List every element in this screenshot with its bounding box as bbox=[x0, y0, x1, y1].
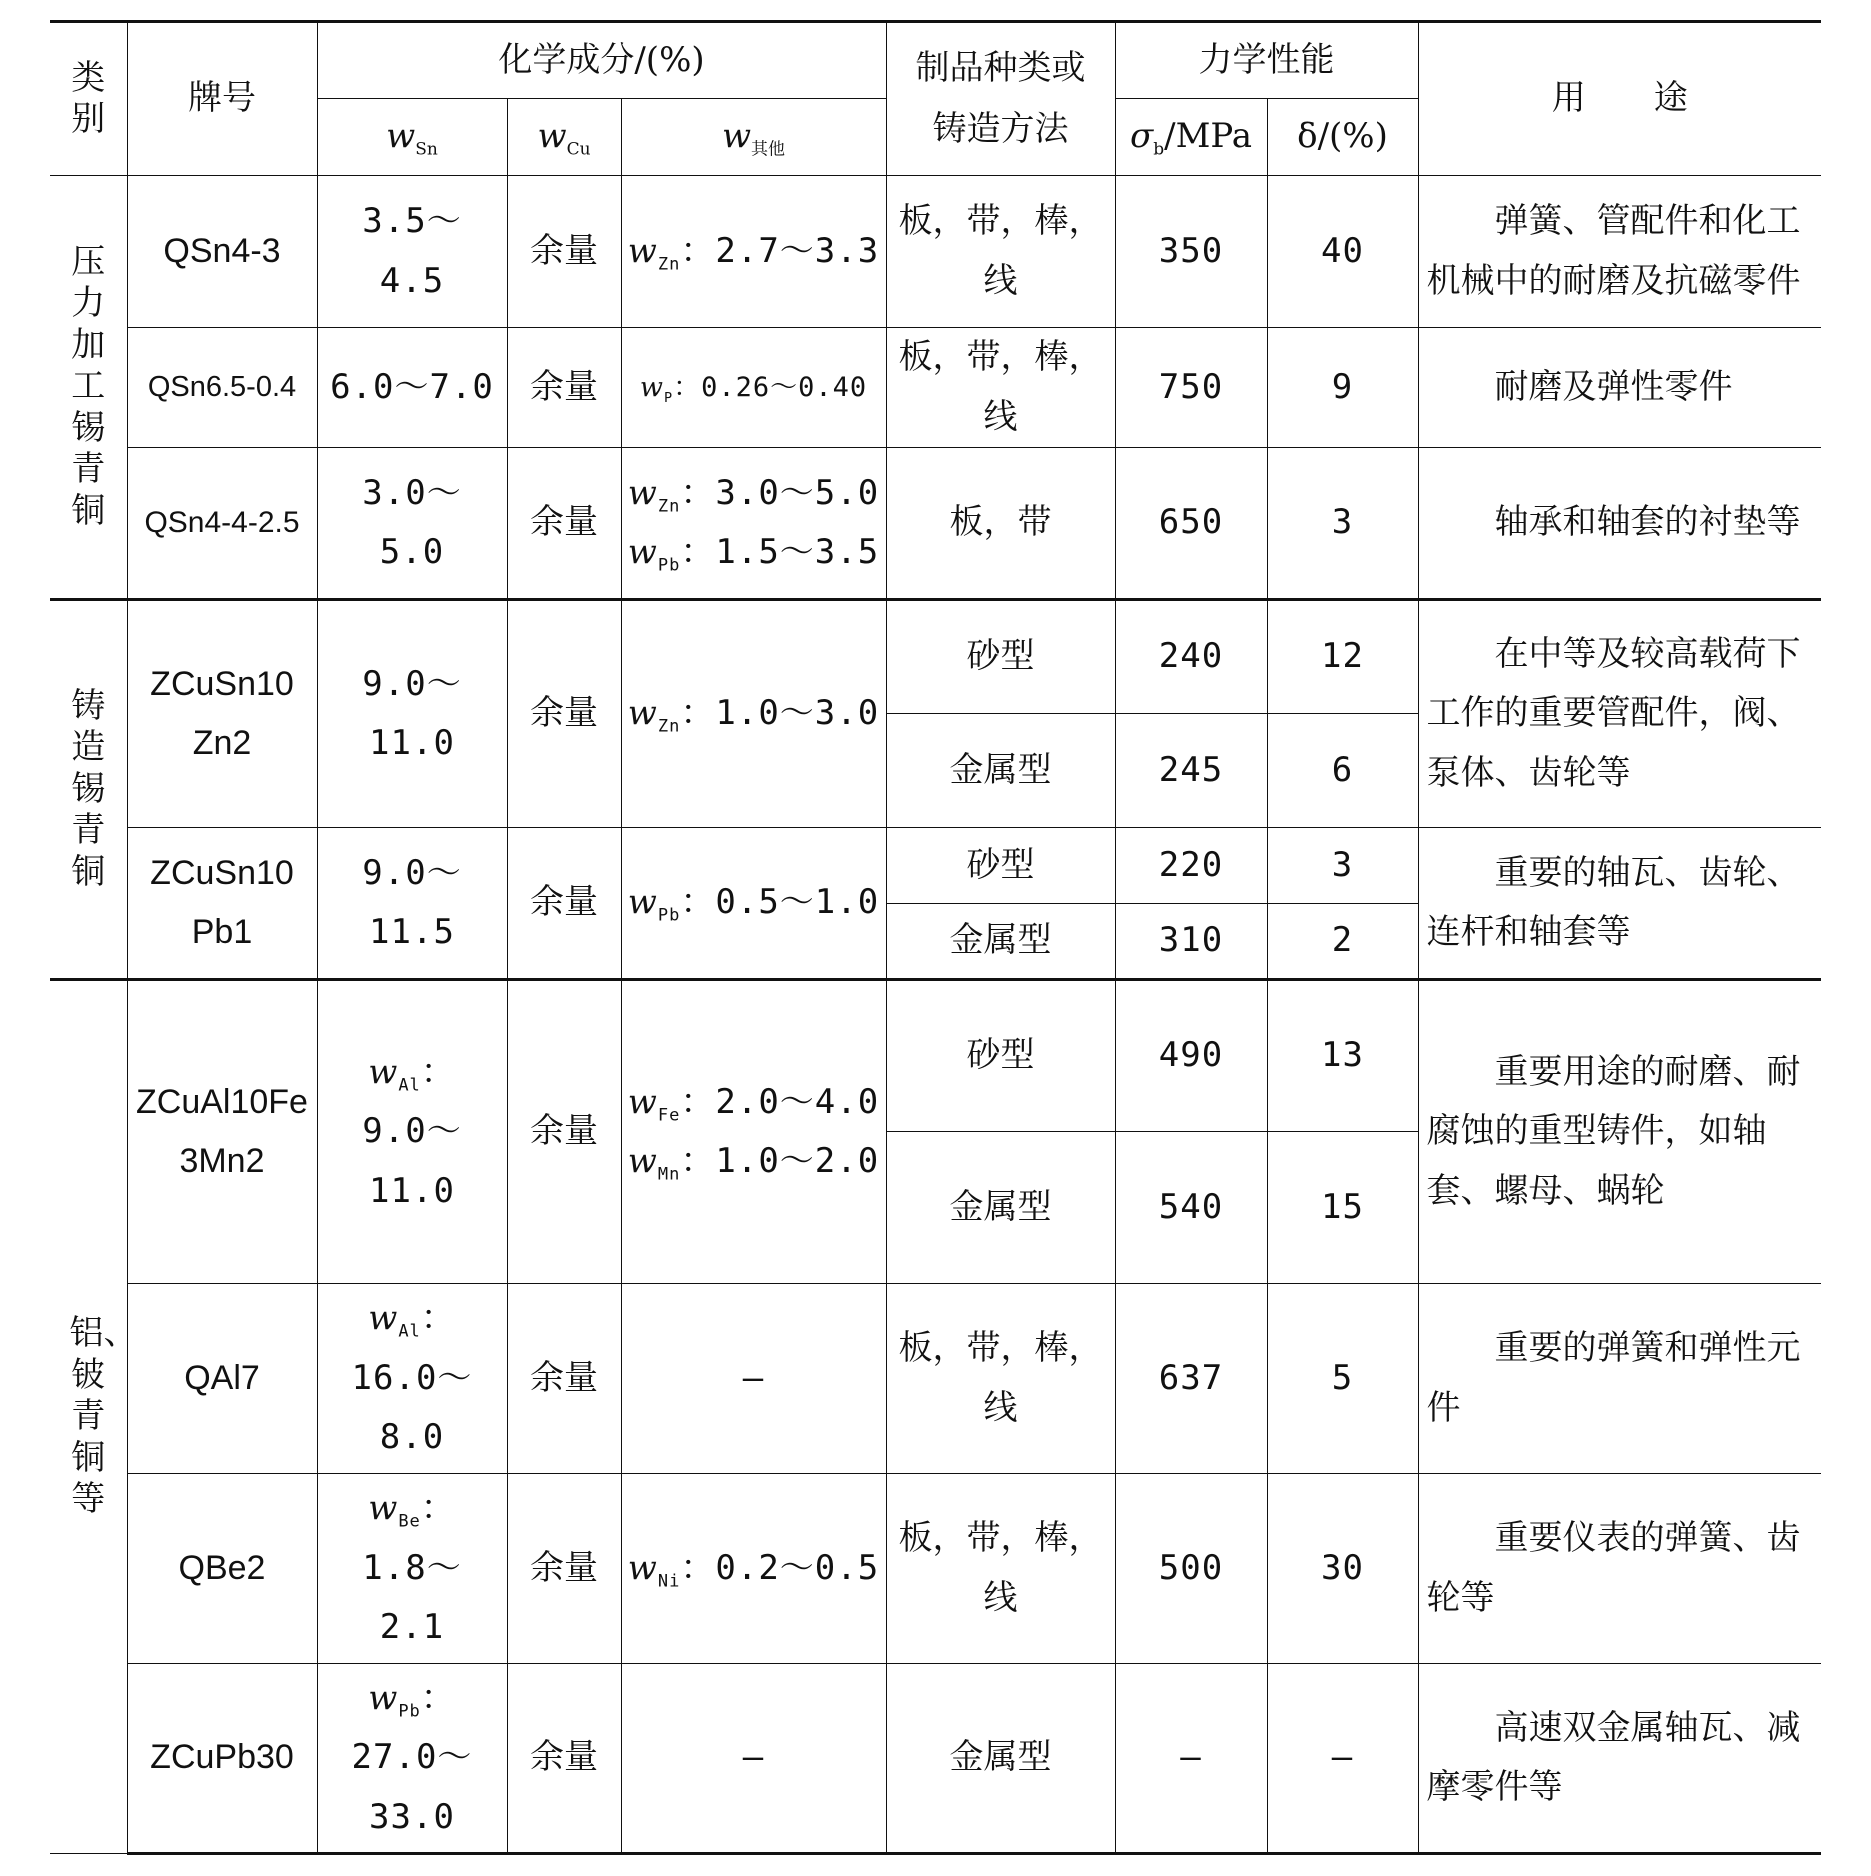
w-other-cell: $w_{Zn}$：3.0～5.0 $w_{Pb}$：1.5～3.5 bbox=[621, 448, 886, 600]
w-sn-cell: 3.5～4.5 bbox=[317, 176, 507, 328]
w-other-cell: — bbox=[621, 1664, 886, 1854]
usage-cell: 轴承和轴套的衬垫等 bbox=[1418, 448, 1821, 600]
delta-cell: 3 bbox=[1267, 828, 1418, 904]
sigma-b-cell: 245 bbox=[1115, 714, 1267, 828]
usage-cell: 耐磨及弹性零件 bbox=[1418, 328, 1821, 448]
w-sn-cell: $w_{Al}$：16.0～8.0 bbox=[317, 1284, 507, 1474]
group-label: 压力加工锡青铜 bbox=[50, 176, 127, 600]
usage-cell: 高速双金属轴瓦、减摩零件等 bbox=[1418, 1664, 1821, 1854]
delta-cell: 6 bbox=[1267, 714, 1418, 828]
method-cell: 金属型 bbox=[886, 904, 1115, 980]
header-w-cu: $w_{Cu}$ bbox=[507, 99, 621, 176]
delta-cell: 2 bbox=[1267, 904, 1418, 980]
w-cu-cell: 余量 bbox=[507, 1474, 621, 1664]
header-usage: 用 途 bbox=[1418, 22, 1821, 176]
delta-cell: 12 bbox=[1267, 600, 1418, 714]
sigma-b-cell: 310 bbox=[1115, 904, 1267, 980]
delta-cell: 15 bbox=[1267, 1132, 1418, 1284]
group-label: 铸造锡青铜 bbox=[50, 600, 127, 980]
w-cu-cell: 余量 bbox=[507, 980, 621, 1284]
w-sn-cell: 9.0～11.5 bbox=[317, 828, 507, 980]
alloy-table bbox=[50, 20, 1821, 1855]
sigma-b-cell: 750 bbox=[1115, 328, 1267, 448]
delta-cell: 30 bbox=[1267, 1474, 1418, 1664]
w-other-cell: — bbox=[621, 1284, 886, 1474]
method-cell: 板，带，棒，线 bbox=[886, 1284, 1115, 1474]
usage-cell: 重要仪表的弹簧、齿轮等 bbox=[1418, 1474, 1821, 1664]
method-cell: 板，带 bbox=[886, 448, 1115, 600]
usage-cell: 重要用途的耐磨、耐腐蚀的重型铸件，如轴套、螺母、蜗轮 bbox=[1418, 980, 1821, 1284]
sigma-b-cell: 650 bbox=[1115, 448, 1267, 600]
w-other-cell: $w_{Pb}$：0.5～1.0 bbox=[621, 828, 886, 980]
sigma-b-cell: 220 bbox=[1115, 828, 1267, 904]
method-cell: 金属型 bbox=[886, 1664, 1115, 1854]
usage-cell: 弹簧、管配件和化工机械中的耐磨及抗磁零件 bbox=[1418, 176, 1821, 328]
w-sn-cell: 3.0～5.0 bbox=[317, 448, 507, 600]
header-sigma-b: $\sigma_b$/MPa bbox=[1115, 99, 1267, 176]
sigma-b-cell: — bbox=[1115, 1664, 1267, 1854]
w-cu-cell: 余量 bbox=[507, 828, 621, 980]
delta-cell: 40 bbox=[1267, 176, 1418, 328]
sigma-b-cell: 240 bbox=[1115, 600, 1267, 714]
method-cell: 板，带，棒，线 bbox=[886, 328, 1115, 448]
usage-cell: 重要的弹簧和弹性元件 bbox=[1418, 1284, 1821, 1474]
w-cu-cell: 余量 bbox=[507, 176, 621, 328]
w-cu-cell: 余量 bbox=[507, 1664, 621, 1854]
w-sn-cell: $w_{Be}$：1.8～2.1 bbox=[317, 1474, 507, 1664]
header-w-other: $w_{其他}$ bbox=[621, 99, 886, 176]
method-cell: 砂型 bbox=[886, 980, 1115, 1132]
method-cell: 砂型 bbox=[886, 828, 1115, 904]
usage-cell: 重要的轴瓦、齿轮、连杆和轴套等 bbox=[1418, 828, 1821, 980]
w-sn-cell: 9.0～11.0 bbox=[317, 600, 507, 828]
w-cu-cell: 余量 bbox=[507, 1284, 621, 1474]
grade-cell: QBe2 bbox=[127, 1474, 317, 1664]
sigma-b-cell: 540 bbox=[1115, 1132, 1267, 1284]
delta-cell: 9 bbox=[1267, 328, 1418, 448]
w-cu-cell: 余量 bbox=[507, 328, 621, 448]
grade-cell: QAl7 bbox=[127, 1284, 317, 1474]
sigma-b-cell: 490 bbox=[1115, 980, 1267, 1132]
group-label: 铝、铍青铜等 bbox=[50, 980, 127, 1854]
grade-cell: QSn6.5-0.4 bbox=[127, 328, 317, 448]
method-cell: 金属型 bbox=[886, 1132, 1115, 1284]
w-other-cell: $w_{Ni}$：0.2～0.5 bbox=[621, 1474, 886, 1664]
delta-cell: — bbox=[1267, 1664, 1418, 1854]
w-other-cell: $w_{Fe}$：2.0～4.0 $w_{Mn}$：1.0～2.0 bbox=[621, 980, 886, 1284]
grade-cell: ZCuAl10Fe3Mn2 bbox=[127, 980, 317, 1284]
delta-cell: 3 bbox=[1267, 448, 1418, 600]
method-cell: 板，带，棒，线 bbox=[886, 176, 1115, 328]
delta-cell: 5 bbox=[1267, 1284, 1418, 1474]
header-composition: 化学成分/(%) bbox=[317, 22, 886, 99]
grade-cell: ZCuSn10Pb1 bbox=[127, 828, 317, 980]
usage-cell: 在中等及较高载荷下工作的重要管配件，阀、泵体、齿轮等 bbox=[1418, 600, 1821, 828]
sigma-b-cell: 500 bbox=[1115, 1474, 1267, 1664]
header-delta: δ/(%) bbox=[1267, 99, 1418, 176]
header-product-type: 制品种类或铸造方法 bbox=[886, 22, 1115, 176]
grade-cell: QSn4-4-2.5 bbox=[127, 448, 317, 600]
w-cu-cell: 余量 bbox=[507, 600, 621, 828]
method-cell: 金属型 bbox=[886, 714, 1115, 828]
grade-cell: ZCuPb30 bbox=[127, 1664, 317, 1854]
grade-cell: QSn4-3 bbox=[127, 176, 317, 328]
w-other-cell: $w_{Zn}$：1.0～3.0 bbox=[621, 600, 886, 828]
header-grade: 牌号 bbox=[127, 22, 317, 176]
method-cell: 砂型 bbox=[886, 600, 1115, 714]
sigma-b-cell: 350 bbox=[1115, 176, 1267, 328]
w-other-cell: $w_{Zn}$：2.7～3.3 bbox=[621, 176, 886, 328]
w-sn-cell: $w_{Pb}$：27.0～33.0 bbox=[317, 1664, 507, 1854]
method-cell: 板，带，棒，线 bbox=[886, 1474, 1115, 1664]
grade-cell: ZCuSn10Zn2 bbox=[127, 600, 317, 828]
w-other-cell: $w_P$：0.26～0.40 bbox=[621, 328, 886, 448]
delta-cell: 13 bbox=[1267, 980, 1418, 1132]
sigma-b-cell: 637 bbox=[1115, 1284, 1267, 1474]
header-mechanical: 力学性能 bbox=[1115, 22, 1418, 99]
header-category: 类别 bbox=[50, 22, 127, 176]
w-cu-cell: 余量 bbox=[507, 448, 621, 600]
w-sn-cell: 6.0～7.0 bbox=[317, 328, 507, 448]
header-w-sn: $w_{Sn}$ bbox=[317, 99, 507, 176]
w-sn-cell: $w_{Al}$：9.0～11.0 bbox=[317, 980, 507, 1284]
